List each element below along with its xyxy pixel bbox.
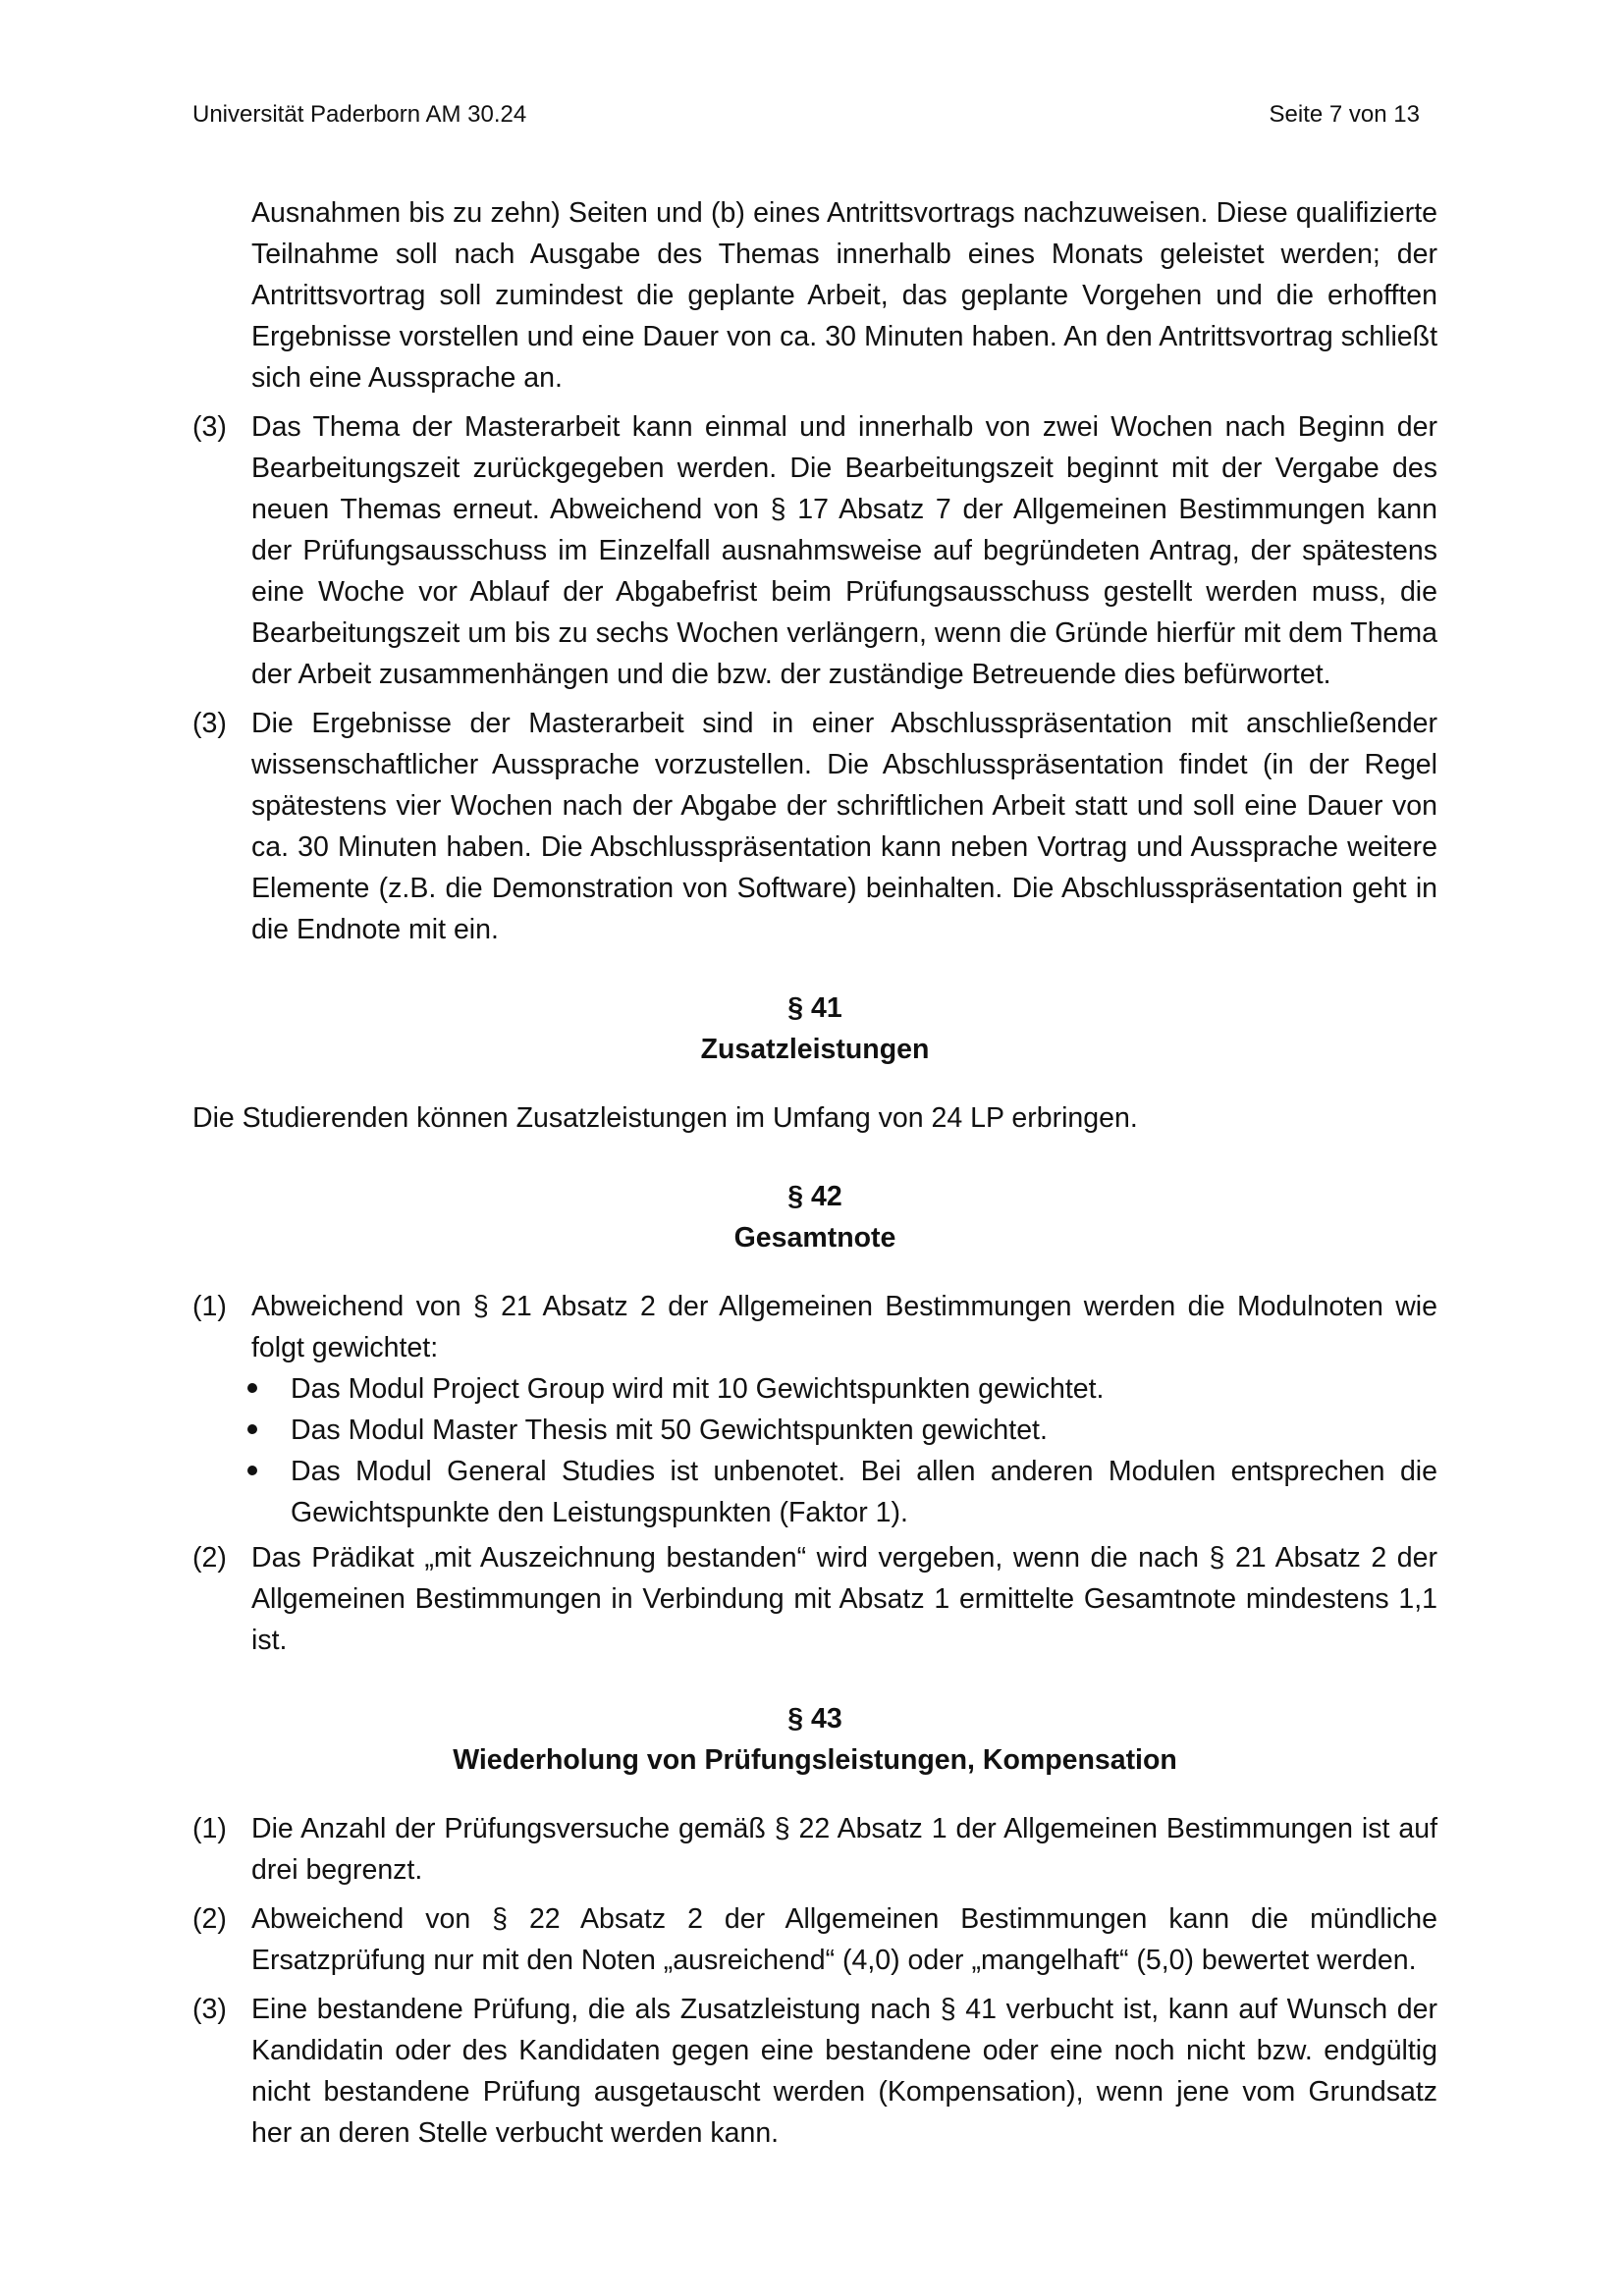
section-number: § 42 [787, 1181, 842, 1212]
paragraph-1 [192, 1286, 1437, 1368]
paragraph-1 [192, 1808, 1437, 1891]
list-item [291, 1410, 1437, 1451]
section-number: § 43 [787, 1703, 842, 1735]
paragraph-number: (1) [192, 1813, 227, 1844]
list-item-text: Das Modul Project Group wird mit 10 Gewichtspunkten gewichtet. [291, 1373, 1105, 1405]
section-title: Gesamtnote [733, 1222, 896, 1254]
paragraph-text: Das Thema der Masterarbeit kann einmal und innerhalb von zwei Wochen nach Beginn der Bearbeitungszeit zurückgegeben werden. Die Bearbeitungszeit beginnt mit der Vergabe des neuen Themas erneut. Abweichend von § 17 Absatz 7 der Allgemeinen Bestimmungen kann der Prüfungsausschuss im Einzelfall ausnahmsweise auf begründeten Antrag, der spätestens eine Woche vor Ablauf der Abgabefrist beim Prüfungsausschuss gestellt werden muss, die Bearbeitungszeit um bis zu sechs Wochen verlängern, wenn die Gründe hierfür mit dem Thema der Arbeit zusammenhängen und die bzw. der zuständige Betreuende dies befürwortet. [251, 411, 1437, 690]
bullet-icon [247, 1466, 257, 1475]
list-item [291, 1451, 1437, 1533]
paragraph-number: (2) [192, 1542, 227, 1574]
bullet-icon [247, 1424, 257, 1434]
document-body [192, 192, 1437, 2154]
paragraph-text: Die Anzahl der Prüfungsversuche gemäß § 22 Absatz 1 der Allgemeinen Bestimmungen ist auf drei begrenzt. [251, 1813, 1437, 1886]
list-item [291, 1368, 1437, 1410]
paragraph-text: Eine bestandene Prüfung, die als Zusatzleistung nach § 41 verbucht ist, kann auf Wunsch der Kandidatin oder des Kandidaten gegen eine bestandene oder eine noch nicht bzw. endgültig nicht bestandene Prüfung ausgetauscht werden (Kompensation), wenn jene vom Grundsatz her an deren Stelle verbucht werden kann. [251, 1994, 1437, 2149]
weighting-list [192, 1368, 1437, 1533]
section-42-heading [192, 1176, 1437, 1258]
paragraph-number: (3) [192, 411, 227, 443]
list-item-text: Das Modul Master Thesis mit 50 Gewichtspunkten gewichtet. [291, 1415, 1048, 1446]
paragraph-3b [192, 703, 1437, 950]
paragraph-3a [192, 406, 1437, 695]
paragraph-2 [192, 1898, 1437, 1981]
section-title: Zusatzleistungen [700, 1034, 930, 1065]
paragraph-3 [192, 1989, 1437, 2154]
paragraph-number: (2) [192, 1903, 227, 1935]
continued-paragraph: Ausnahmen bis zu zehn) Seiten und (b) eines Antrittsvortrags nachzuweisen. Diese qualifizierte Teilnahme soll nach Ausgabe des Themas innerhalb eines Monats geleistet werden; der Antrittsvortrag soll zumindest die geplante Arbeit, das geplante Vorgehen und die erhofften Ergebnisse vorstellen und eine Dauer von ca. 30 Minuten haben. An den Antrittsvortrag schließt sich eine Aussprache an. [251, 197, 1437, 394]
paragraph-text: Die Ergebnisse der Masterarbeit sind in einer Abschlusspräsentation mit anschließender wissenschaftlicher Aussprache vorzustellen. Die Abschlusspräsentation findet (in der Regel spätestens vier Wochen nach der Abgabe der schriftlichen Arbeit statt und soll eine Dauer von ca. 30 Minuten haben. Die Abschlusspräsentation kann neben Vortrag und Aussprache weitere Elemente (z.B. die Demonstration von Software) beinhalten. Die Abschlusspräsentation geht in die Endnote mit ein. [251, 708, 1437, 945]
paragraph-number: (1) [192, 1291, 227, 1322]
paragraph-text: Das Prädikat „mit Auszeichnung bestanden“ wird vergeben, wenn die nach § 21 Absatz 2 der Allgemeinen Bestimmungen in Verbindung mit Absatz 1 ermittelte Gesamtnote mindestens 1,1 ist. [251, 1542, 1437, 1656]
section-41-text: Die Studierenden können Zusatzleistungen im Umfang von 24 LP erbringen. [192, 1102, 1138, 1134]
paragraph-2 [192, 1537, 1437, 1661]
paragraph-number: (3) [192, 708, 227, 739]
section-43-heading [192, 1698, 1437, 1781]
page-number: Seite 7 von 13 [1269, 101, 1420, 128]
paragraph-number: (3) [192, 1994, 227, 2025]
bullet-icon [247, 1383, 257, 1393]
list-item-text: Das Modul General Studies ist unbenotet. Bei allen anderen Modulen entsprechen die Gewichtspunkte den Leistungspunkten (Faktor 1). [291, 1456, 1437, 1528]
section-number: § 41 [787, 992, 842, 1024]
section-title: Wiederholung von Prüfungsleistungen, Kompensation [453, 1744, 1177, 1776]
document-reference: Universität Paderborn AM 30.24 [192, 101, 527, 128]
section-41-heading [192, 988, 1437, 1070]
paragraph-text: Abweichend von § 22 Absatz 2 der Allgemeinen Bestimmungen kann die mündliche Ersatzprüfung nur mit den Noten „ausreichend“ (4,0) oder „mangelhaft“ (5,0) bewertet werden. [251, 1903, 1437, 1976]
paragraph-text: Abweichend von § 21 Absatz 2 der Allgemeinen Bestimmungen werden die Modulnoten wie folgt gewichtet: [251, 1291, 1437, 1363]
